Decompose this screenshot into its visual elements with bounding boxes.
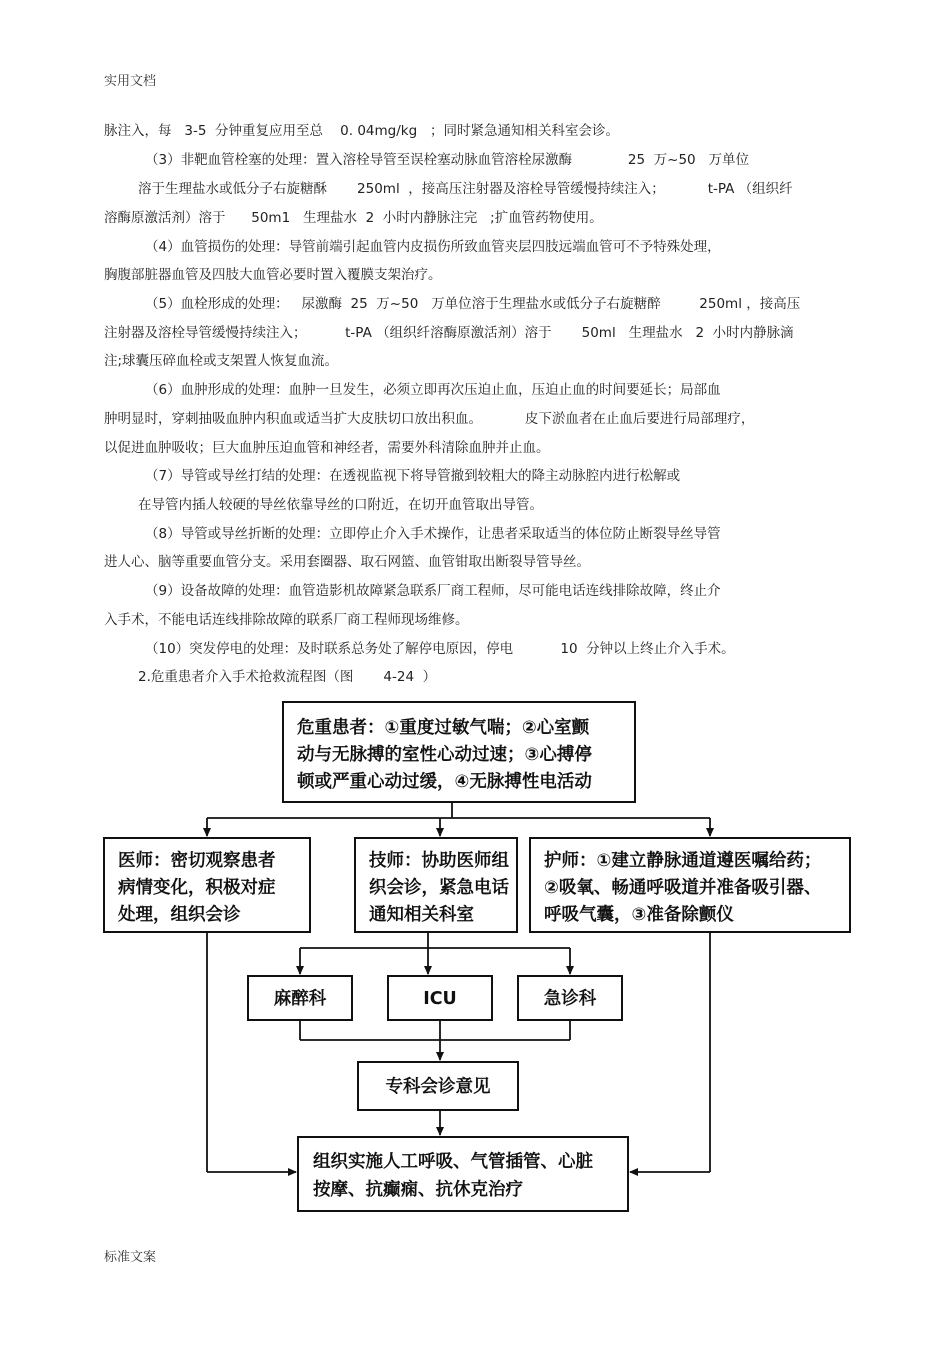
patient-condition-box (283, 702, 635, 802)
text-line-1: 脉注入，每 3-5 分钟重复应用至总 0. 04mg/kg ；同时紧急通知相关科室会诊。 (104, 123, 620, 139)
icu-label: ICU (423, 989, 457, 1009)
text-line-18: 入手术，不能电话连线排除故障的联系厂商工程师现场维修。 (104, 612, 469, 628)
patient-condition-line-3: 顿或严重心动过缓，④无脉搏性电活动 (297, 772, 592, 792)
text-line-12: 以促进血肿吸收；巨大血肿压迫血管和神经者，需要外科清除血肿并止血。 (104, 440, 550, 456)
doctor-box (104, 838, 310, 932)
consult-box (358, 1062, 518, 1110)
page-header: 实用文档 (104, 74, 157, 89)
treatment-line-2: 按摩、抗癫痫、抗休克治疗 (313, 1180, 523, 1200)
technician-box (355, 838, 517, 932)
icu-box (388, 976, 492, 1020)
text-line-13: （7）导管或导丝打结的处理：在透视监视下将导管撤到较粗大的降主动脉腔内进行松解或 (145, 468, 681, 484)
technician-line-1: 技师：协助医师组 (369, 851, 509, 871)
text-line-17: （9）设备故障的处理：血管造影机故障紧急联系厂商工程师，尽可能电话连线排除故障，终止介 (145, 583, 721, 599)
text-line-14: 在导管内插人较硬的导丝依靠导丝的口附近，在切开血管取出导管。 (138, 497, 543, 513)
figure-caption: 2.危重患者介入手术抢救流程图（图 4-24 ） (138, 669, 437, 685)
emergency-box (518, 976, 622, 1020)
technician-line-3: 通知相关科室 (369, 905, 474, 925)
nurse-line-3: 呼吸气囊，③准备除颤仪 (544, 905, 734, 925)
text-line-16: 进人心、脑等重要血管分支。采用套圈器、取石网篮、血管钳取出断裂导管导丝。 (104, 554, 590, 570)
text-line-15: （8）导管或导丝折断的处理：立即停止介入手术操作，让患者采取适当的体位防止断裂导丝导管 (145, 526, 721, 542)
nurse-box (530, 838, 850, 932)
nurse-line-1: 护师：①建立静脉通道遵医嘱给药； (544, 851, 822, 871)
text-line-19: （10）突发停电的处理：及时联系总务处了解停电原因，停电 10 分钟以上终止介入手术。 (145, 641, 735, 657)
text-line-9: 注;球囊压碎血栓或支架置人恢复血流。 (104, 353, 339, 369)
anesthesia-label: 麻醉科 (273, 989, 327, 1009)
text-line-11: 肿明显时，穿刺抽吸血肿内积血或适当扩大皮肤切口放出积血。 皮下淤血者在止血后要进行局部理疗， (104, 411, 755, 427)
emergency-label: 急诊科 (543, 989, 597, 1009)
text-line-8: 注射器及溶栓导管缓慢持续注入； t-PA （组织纤溶酶原激活剂）溶于 50ml 生理盐水 2 小时内静脉滴 (104, 325, 794, 341)
text-line-5: （4）血管损伤的处理：导管前端引起血管内皮损伤所致血管夹层四肢远端血管可不予特殊处理， (145, 239, 721, 255)
text-line-6: 胸腹部脏器血管及四肢大血管必要时置入覆膜支架治疗。 (104, 267, 442, 283)
doctor-line-2: 病情变化，积极对症 (118, 878, 276, 898)
text-line-7: （5）血栓形成的处理： 尿激酶 25 万~50 万单位溶于生理盐水或低分子右旋糖醉 250ml ，接高压 (145, 296, 801, 312)
page-footer: 标准文案 (104, 1250, 157, 1265)
text-line-2: （3）非靶血管栓塞的处理：置入溶栓导管至误栓塞动脉血管溶栓尿激酶 25 万~50 万单位 (145, 152, 749, 168)
consult-label: 专科会诊意见 (385, 1077, 491, 1097)
doctor-line-1: 医师：密切观察患者 (118, 851, 276, 871)
technician-line-2: 织会诊，紧急电话 (369, 878, 509, 898)
treatment-line-1: 组织实施人工呼吸、气管插管、心脏 (313, 1152, 593, 1172)
treatment-box (298, 1137, 628, 1211)
nurse-line-2: ②吸氧、畅通呼吸道并准备吸引器、 (544, 878, 822, 898)
text-line-3: 溶于生理盐水或低分子右旋糖酥 250ml ，接高压注射器及溶栓导管缓慢持续注入； t-PA （组织纤 (138, 181, 793, 197)
patient-condition-line-1: 危重患者：①重度过敏气喘；②心室颤 (297, 718, 590, 738)
doctor-line-3: 处理，组织会诊 (118, 905, 241, 925)
patient-condition-line-2: 动与无脉搏的室性心动过速；③心搏停 (297, 745, 592, 765)
text-line-4: 溶酶原激活剂）溶于 50m1 生理盐水 2 小时内静脉注完 ;扩血管药物使用。 (104, 210, 603, 226)
anesthesia-box (248, 976, 352, 1020)
text-line-10: （6）血肿形成的处理：血肿一旦发生，必须立即再次压迫止血，压迫止血的时间要延长；局部血 (145, 382, 721, 398)
